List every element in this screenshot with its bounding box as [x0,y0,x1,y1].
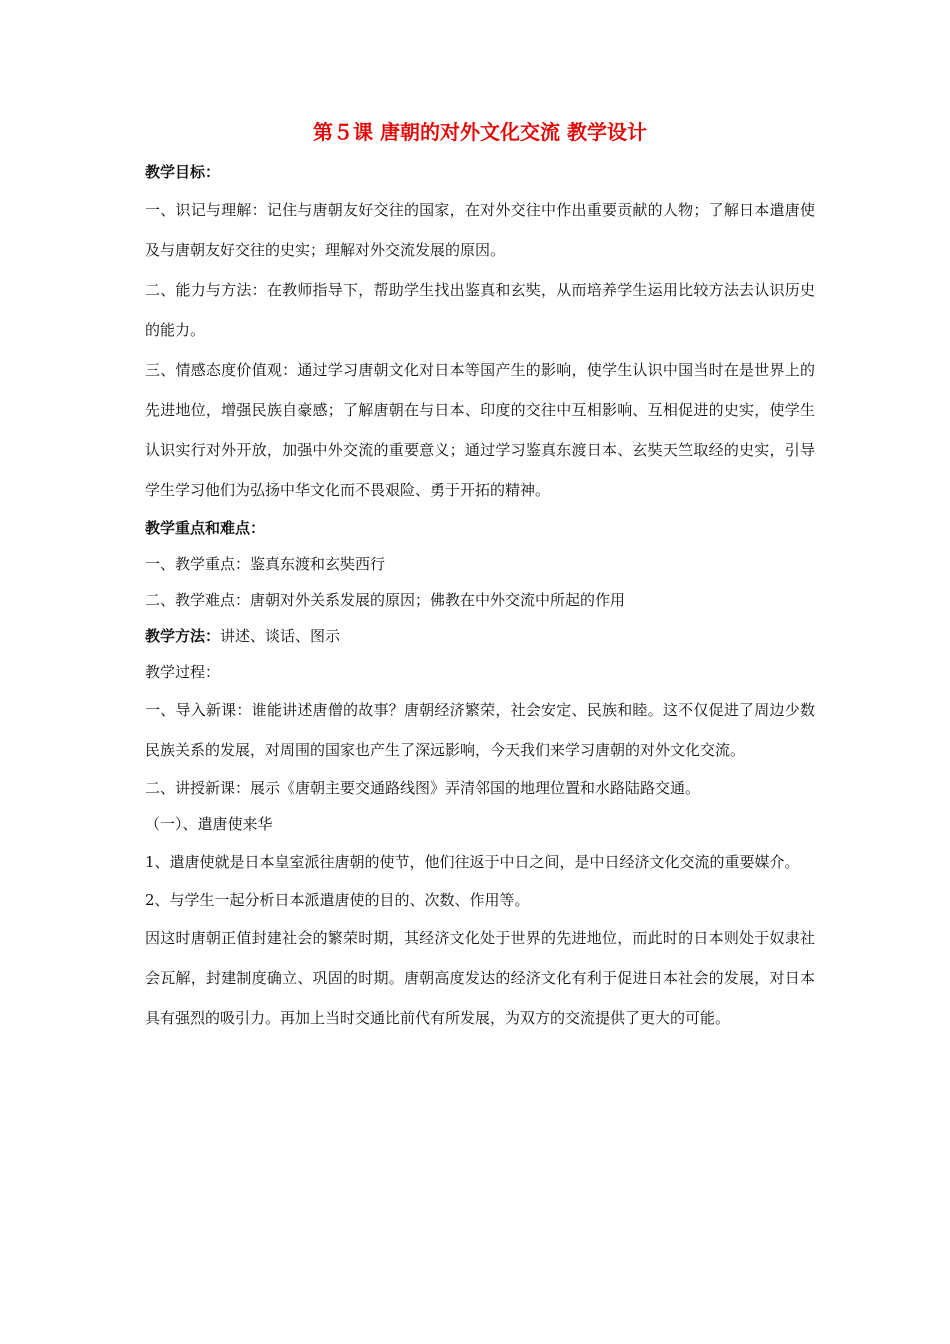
methods-label: 教学方法： [145,627,221,645]
process-section-1: （一）、遣唐使来华 [145,815,273,833]
process-point-1: 1、遣唐使就是日本皇室派往唐朝的使节，他们往返于中日之间，是中日经济文化交流的重要媒介。 [145,853,800,871]
document-title: 第５课 唐朝的对外文化交流 教学设计 [313,120,647,144]
key-points-heading: 教学重点和难点： [145,519,266,537]
objectives-heading: 教学目标： [145,163,221,181]
process-heading: 教学过程： [145,663,221,681]
process-new-lesson: 二、讲授新课：展示《唐朝主要交通路线图》弄清邻国的地理位置和水路陆路交通。 [145,779,701,797]
process-intro: 一、导入新课：谁能讲述唐僧的故事？唐朝经济繁荣，社会安定、民族和睦。这不仅促进了周边少数民族关系的发展，对周围的国家也产生了深远影响，今天我们来学习唐朝的对外文化交流。 [145,701,815,759]
key-point-2: 二、教学难点：唐朝对外关系发展的原因；佛教在中外交流中所起的作用 [145,591,626,609]
process-point-2: 2、与学生一起分析日本派遣唐使的目的、次数、作用等。 [145,891,530,909]
objective-2: 二、能力与方法：在教师指导下，帮助学生找出鉴真和玄奘，从而培养学生运用比较方法去认识历史的能力。 [145,281,815,339]
key-point-1: 一、教学重点：鉴真东渡和玄奘西行 [145,555,386,573]
methods-text: 讲述、谈话、图示 [220,627,341,645]
objective-3: 三、情感态度价值观：通过学习唐朝文化对日本等国产生的影响，使学生认识中国当时在是世界上的先进地位，增强民族自豪感；了解唐朝在与日本、印度的交往中互相影响、互相促进的史实，使学生认识实行对外开放，加强中外交流的重要意义；通过学习鉴真东渡日本、玄奘天竺取经的史实，引导学生学习他们为弘扬中华文化而不畏艰险、勇于开拓的精神。 [145,361,815,499]
document-page [145,118,815,1038]
methods-line [145,618,815,654]
objective-1: 一、识记与理解：记住与唐朝友好交往的国家，在对外交往中作出重要贡献的人物；了解日本遣唐使及与唐朝友好交往的史实；理解对外交流发展的原因。 [145,201,815,259]
process-analysis: 因这时唐朝正值封建社会的繁荣时期，其经济文化处于世界的先进地位，而此时的日本则处于奴隶社会瓦解，封建制度确立、巩固的时期。唐朝高度发达的经济文化有利于促进日本社会的发展，对日本具有强烈的吸引力。再加上当时交通比前代有所发展，为双方的交流提供了更大的可能。 [145,929,815,1027]
